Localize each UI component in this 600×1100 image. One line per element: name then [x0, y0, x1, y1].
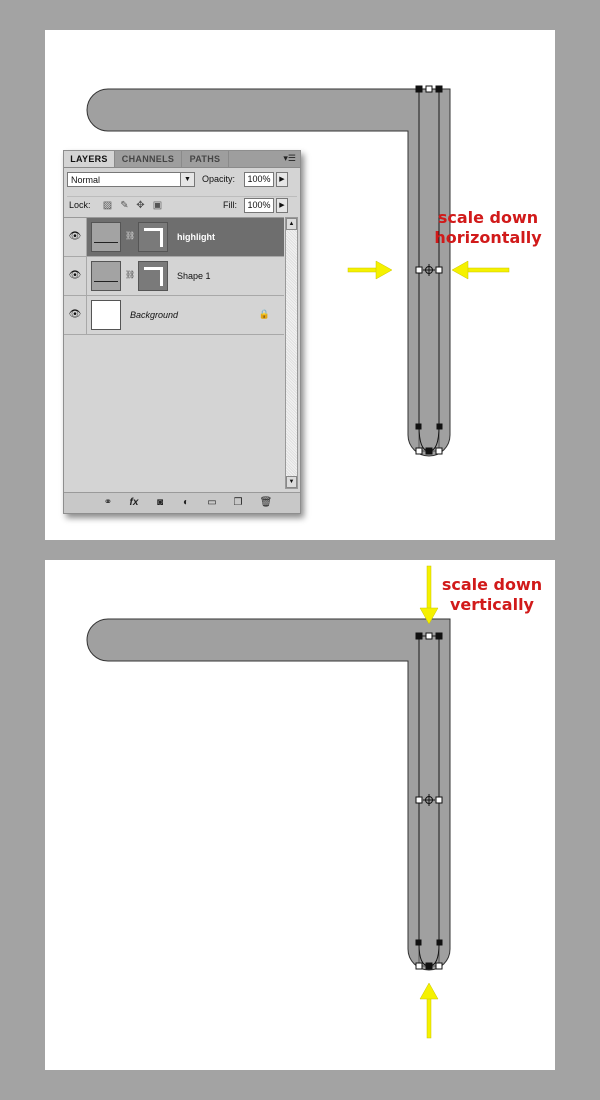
panel-menu-icon[interactable]: ▾☰ [283, 153, 296, 163]
link-layers-icon[interactable]: ⚭ [103, 497, 113, 508]
layer-name[interactable]: highlight [177, 232, 215, 242]
layer-row-background[interactable] [64, 296, 284, 335]
annotation-line-2: vertically [450, 595, 534, 614]
lock-row [67, 196, 297, 215]
vector-mask-thumbnail[interactable] [138, 222, 168, 252]
layer-thumbnail [91, 300, 121, 330]
visibility-eye-icon[interactable]: 👁 [64, 257, 87, 295]
chevron-down-icon[interactable]: ▼ [180, 173, 194, 186]
annotation-scale-vertical [437, 575, 547, 615]
tab-layers[interactable]: LAYERS [64, 151, 115, 167]
blend-row [67, 172, 297, 190]
fx-icon[interactable]: fx [129, 497, 139, 508]
scroll-down-icon[interactable]: ▼ [286, 476, 297, 488]
layer-row-shape-1[interactable] [64, 257, 284, 296]
arrow-down [420, 566, 438, 624]
tutorial-step-vertical [45, 560, 555, 1070]
annotation-line-1: scale down [441, 575, 543, 594]
panel-tabs [64, 151, 300, 168]
tutorial-step-horizontal [45, 30, 555, 540]
lock-transparent-icon[interactable]: ▨ [102, 200, 113, 211]
layer-row-highlight[interactable] [64, 218, 284, 257]
panel-bottom-toolbar [64, 492, 300, 513]
annotation-scale-horizontal [433, 208, 543, 248]
arrow-up [420, 983, 438, 1038]
new-group-icon[interactable]: ▭ [207, 497, 217, 508]
chain-link-icon[interactable]: ⛓ [125, 231, 136, 240]
lock-icon: 🔒 [258, 309, 270, 319]
lock-label: Lock: [69, 200, 91, 210]
opacity-field[interactable]: 100% [244, 172, 274, 187]
tab-paths[interactable]: PATHS [182, 151, 229, 167]
scroll-up-icon[interactable]: ▲ [286, 218, 297, 230]
fill-field[interactable]: 100% [244, 198, 274, 213]
blend-mode-select[interactable] [67, 172, 195, 187]
adjustment-layer-icon[interactable]: ◐ [182, 497, 190, 508]
annotation-line-2: horizontally [434, 228, 542, 247]
layer-thumbnail [91, 261, 121, 291]
visibility-eye-icon[interactable]: 👁 [64, 218, 87, 256]
fill-label: Fill: [223, 200, 237, 210]
tab-channels[interactable]: CHANNELS [115, 151, 182, 167]
arrow-right [348, 261, 392, 279]
lock-position-icon[interactable]: ✥ [136, 200, 145, 211]
delete-layer-icon[interactable]: 🗑 [259, 497, 273, 508]
layer-name[interactable]: Background [130, 310, 179, 320]
layers-scrollbar[interactable] [285, 217, 298, 489]
l-shape-canvas-vertical [45, 560, 555, 1070]
blend-mode-value: Normal [71, 175, 101, 185]
vector-mask-thumbnail[interactable] [138, 261, 168, 291]
layer-name[interactable]: Shape 1 [177, 271, 211, 281]
annotation-line-1: scale down [437, 208, 539, 227]
chain-link-icon[interactable]: ⛓ [125, 270, 136, 279]
arrow-left [452, 261, 509, 279]
lock-image-icon[interactable]: ✎ [120, 200, 129, 211]
opacity-label: Opacity: [202, 174, 236, 184]
add-mask-icon[interactable]: ◙ [156, 497, 164, 508]
new-layer-icon[interactable]: ❐ [233, 497, 243, 508]
layers-list [64, 217, 284, 482]
lock-all-icon[interactable]: ▣ [152, 200, 163, 211]
layers-panel [63, 150, 301, 514]
visibility-eye-icon[interactable]: 👁 [64, 296, 87, 334]
fill-stepper[interactable]: ▶ [276, 198, 288, 213]
opacity-stepper[interactable]: ▶ [276, 172, 288, 187]
layer-thumbnail [91, 222, 121, 252]
l-shape [87, 619, 450, 970]
